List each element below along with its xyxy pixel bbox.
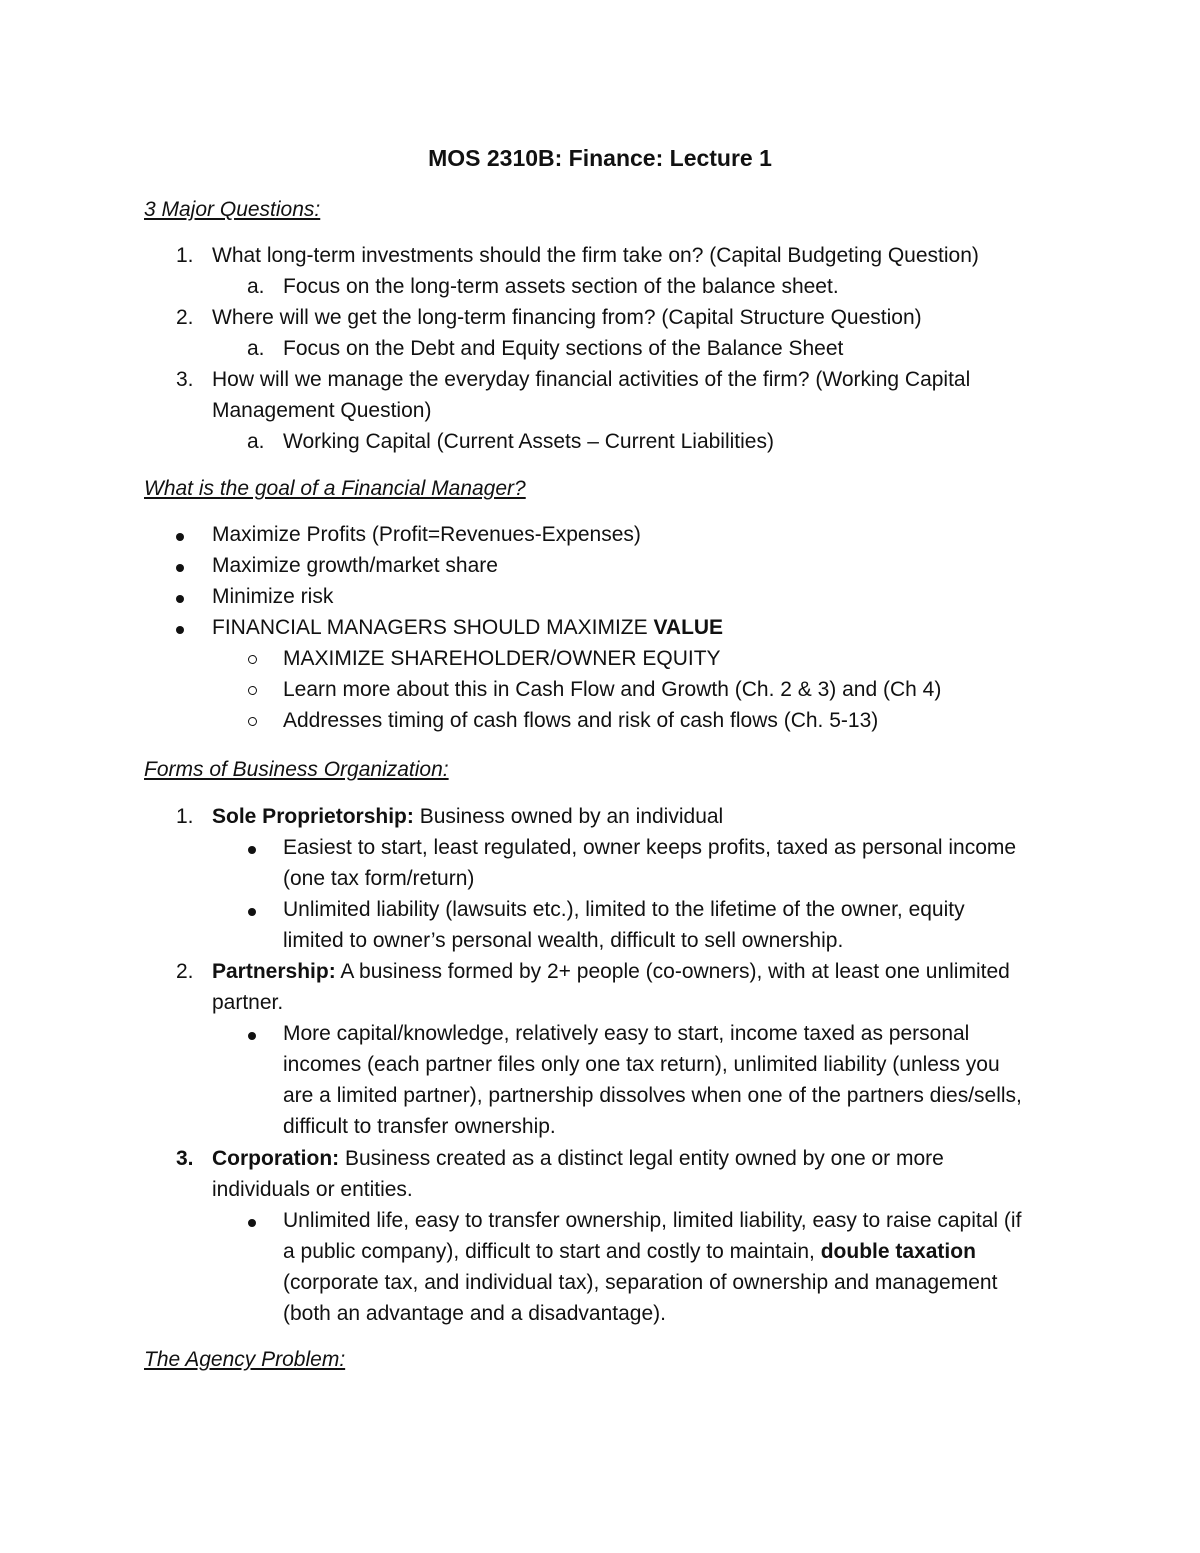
- bullet-item: Minimize risk: [212, 585, 334, 608]
- sub-list-letter: a.: [247, 275, 265, 298]
- value-line-text: FINANCIAL MANAGERS SHOULD MAXIMIZE: [212, 616, 654, 639]
- sub-list-item: Focus on the long-term assets section of the balance sheet.: [283, 275, 839, 298]
- term-sole-proprietorship: Sole Proprietorship:: [212, 805, 414, 828]
- bullet-icon: [248, 846, 256, 854]
- definition: A business formed by 2+ people (co-owners), with at least one unlimited: [335, 960, 1010, 983]
- heading-business-forms: Forms of Business Organization:: [144, 758, 449, 781]
- circle-bullet-icon: [248, 717, 257, 726]
- list-item: How will we manage the everyday financial activities of the firm? (Working Capital: [212, 368, 971, 391]
- list-number: 3.: [176, 1147, 194, 1170]
- heading-major-questions: 3 Major Questions:: [144, 198, 321, 221]
- bullet-icon: [176, 595, 184, 603]
- sub-bullet-item: Addresses timing of cash flows and risk of cash flows (Ch. 5-13): [283, 709, 879, 732]
- list-item: What long-term investments should the firm take on? (Capital Budgeting Question): [212, 244, 979, 267]
- definition: Business owned by an individual: [413, 805, 724, 828]
- double-taxation-term: double taxation: [820, 1240, 976, 1263]
- bullet-icon: [176, 626, 184, 634]
- sub-list-item: Working Capital (Current Assets – Current Liabilities): [283, 430, 774, 453]
- list-item-continued: individuals or entities.: [212, 1178, 413, 1201]
- bullet-item-continued: are a limited partner), partnership dissolves when one of the partners dies/sells,: [283, 1084, 1022, 1107]
- bullet-icon: [248, 1219, 256, 1227]
- sub-bullet-item: MAXIMIZE SHAREHOLDER/OWNER EQUITY: [283, 647, 721, 670]
- bullet-icon: [176, 533, 184, 541]
- sub-list-letter: a.: [247, 337, 265, 360]
- page-title: MOS 2310B: Finance: Lecture 1: [428, 145, 772, 171]
- sub-bullet-item: Learn more about this in Cash Flow and Growth (Ch. 2 & 3) and (Ch 4): [283, 678, 942, 701]
- list-number: 3.: [176, 368, 194, 391]
- definition: Business created as a distinct legal entity owned by one or more: [339, 1147, 944, 1170]
- list-item-continued: partner.: [212, 991, 284, 1014]
- list-item: [212, 960, 1010, 984]
- value-word: VALUE: [653, 616, 724, 639]
- heading-agency-problem: The Agency Problem:: [144, 1348, 346, 1371]
- bullet-item-continued: (both an advantage and a disadvantage).: [283, 1302, 666, 1325]
- bullet-item: Unlimited life, easy to transfer ownership, limited liability, easy to raise capital (if: [283, 1209, 1022, 1232]
- term-partnership: Partnership:: [212, 960, 336, 983]
- bullet-item-continued: (one tax form/return): [283, 867, 475, 890]
- list-item-continued: Management Question): [212, 399, 432, 422]
- bullet-icon: [176, 564, 184, 572]
- list-number: 1.: [176, 244, 194, 267]
- bullet-item-continued: limited to owner’s personal wealth, difficult to sell ownership.: [283, 929, 844, 952]
- list-item: Where will we get the long-term financing from? (Capital Structure Question): [212, 306, 922, 329]
- bullet-item: More capital/knowledge, relatively easy to start, income taxed as personal: [283, 1022, 970, 1045]
- bullet-item: Unlimited liability (lawsuits etc.), limited to the lifetime of the owner, equity: [283, 898, 965, 921]
- bullet-item-continued: (corporate tax, and individual tax), separation of ownership and management: [283, 1271, 998, 1294]
- bullet-item: [212, 616, 723, 640]
- sub-list-letter: a.: [247, 430, 265, 453]
- heading-financial-manager-goal: What is the goal of a Financial Manager?: [144, 477, 526, 500]
- bullet-item-continued: [283, 1240, 976, 1264]
- term-corporation: Corporation:: [212, 1147, 340, 1170]
- list-number: 2.: [176, 960, 194, 983]
- bullet-item-continued: difficult to transfer ownership.: [283, 1115, 556, 1138]
- bullet-item: Easiest to start, least regulated, owner keeps profits, taxed as personal income: [283, 836, 1017, 859]
- sub-list-item: Focus on the Debt and Equity sections of the Balance Sheet: [283, 337, 844, 360]
- list-item: [212, 1147, 944, 1171]
- bullet-icon: [248, 1032, 256, 1040]
- bullet-item: Maximize Profits (Profit=Revenues-Expenses): [212, 523, 641, 546]
- list-item: [212, 805, 723, 829]
- bullet-text: a public company), difficult to start and costly to maintain,: [283, 1240, 821, 1263]
- bullet-icon: [248, 908, 256, 916]
- bullet-item-continued: incomes (each partner files only one tax return), unlimited liability (unless you: [283, 1053, 1000, 1076]
- circle-bullet-icon: [248, 686, 257, 695]
- bullet-item: Maximize growth/market share: [212, 554, 498, 577]
- circle-bullet-icon: [248, 655, 257, 664]
- list-number: 2.: [176, 306, 194, 329]
- list-number: 1.: [176, 805, 194, 828]
